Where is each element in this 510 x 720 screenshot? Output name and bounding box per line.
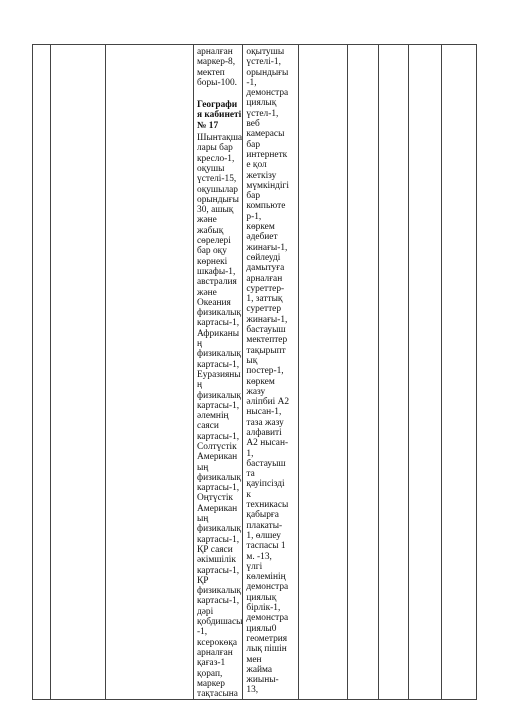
table-cell-empty-7 <box>348 45 379 700</box>
table-cell-classrooms <box>194 45 243 700</box>
table-cell-name <box>51 45 106 700</box>
table-cell-empty-8 <box>379 45 409 700</box>
cell-text-equipment-list: оқытушы үстелі-1, орындығы -1, демонстра циялық үстел-1, веб камерасы бар интернетк е қол жеткізу мүмкіндігі бар компьюте р-1, көркем әдебиет жинағы-1, сөйлеуді дамытуға арналған суреттер- 1, заттық суреттер жинағы-1, бастауыш мектептер тақырыпт ық постер-1, көркем жазу әліпбиі А2 нысан-1, таза жазу алфавиті А2 нысан- 1, бастауыш та қауіпсізді к техникасы қабырға плакаты- 1, өлшеу таспасы 1 м. -13, үлгі көлемінің демонстра циялық бірлік-1, демонстра циялы0 геометрия лық пішін мен жайма жиыны- 13, <box>246 47 290 696</box>
cell-text-intro: арналған маркер-8, мектеп боры-100. <box>197 47 237 88</box>
table-cell-number <box>33 45 51 700</box>
cell-heading-geography-room: Географи я кабинеті № 17 <box>197 100 242 131</box>
table-cell-empty-10 <box>442 45 477 700</box>
table-cell-equipment <box>243 45 299 700</box>
table-cell-description <box>106 45 194 700</box>
table-cell-empty-9 <box>409 45 442 700</box>
table-cell-empty-6 <box>299 45 348 700</box>
cell-text-geography-equipment: Шынтақша лары бар кресло-1, оқушы үстелі-15, оқушылар орындығы 30, ашық және жабық сөрелері бар оқу көрнекі шкафы-1, австралия және Океания физикалық картасы-1, Африканы ң физикалық картасы-1, Еуразияны ң физикалық картасы-1, әлемнің саяси картасы-1, Солтүстік Американ ың физикалық картасы-1, Оңтүстік Американ ың физикалық картасы-1, ҚР саяси әкімшілік картасы-1, ҚР физикалық картасы-1, дәрі қобдишасы -1, ксерокөқа арналған қағаз-1 қорап, маркер тақтасына <box>197 133 243 700</box>
table-row <box>33 45 477 700</box>
equipment-table <box>32 44 477 700</box>
